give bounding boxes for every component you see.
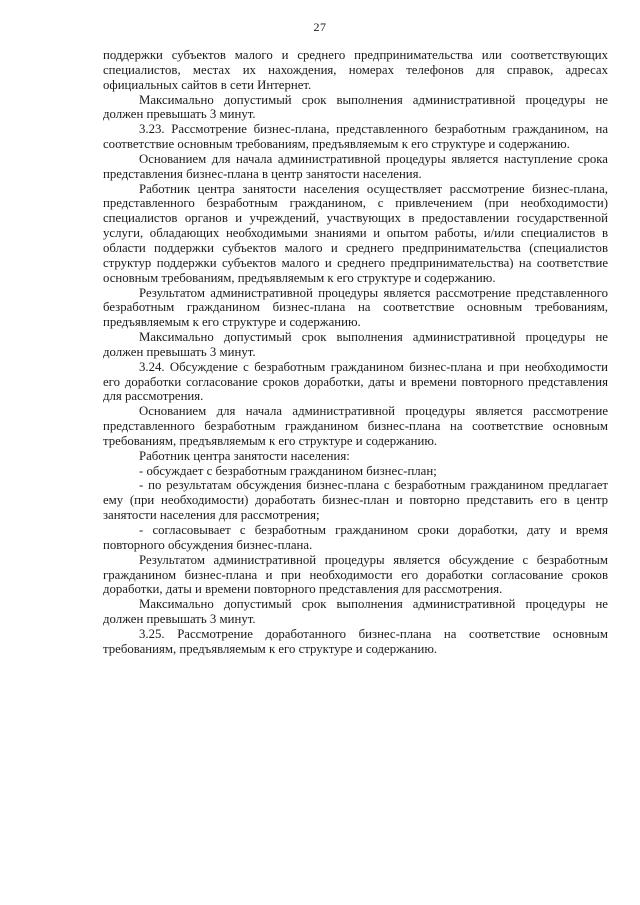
paragraph-max-time: Максимально допустимый срок выполнения административной процедуры не должен превышать 3 минут. — [103, 92, 608, 122]
paragraph-basis: Основанием для начала административной процедуры является наступление срока представления бизнес-плана в центр занятости населения. — [103, 151, 608, 181]
paragraph-employee-review: Работник центра занятости населения осуществляет рассмотрение бизнес-плана, представленного безработным гражданином, с привлечением (при необходимости) специалистов органов и учреждений, участвующих в предоставлении государственной услуги, обладающих необходимыми знаниями и опытом работы, и/или специалистов в области поддержки субъектов малого и среднего предпринимательства (специалистов структур поддержки субъектов малого и среднего предпринимательства) на соответствие основным требованиям, предъявляемым к его структуре и содержанию. — [103, 181, 608, 285]
paragraph-max-time: Максимально допустимый срок выполнения административной процедуры не должен превышать 3 минут. — [103, 330, 608, 359]
paragraph-section-3-23: 3.23. Рассмотрение бизнес-плана, представленного безработным гражданином, на соответствие основным требованиям, предъявляемым к его структуре и содержанию. — [103, 122, 608, 152]
paragraph-basis: Основанием для начала административной процедуры является рассмотрение представленного безработным гражданином бизнес-плана на соответствие основным требованиям, предъявляемым к его структуре и содержанию. — [103, 404, 608, 448]
paragraph-continuation: поддержки субъектов малого и среднего предпринимательства или соответствующих специалистов, местах их нахождения, номерах телефонов для справок, адресах официальных сайтов в сети Интернет. — [103, 48, 608, 92]
list-item: - согласовывает с безработным гражданином сроки доработки, дату и время повторного обсуждения бизнес-плана. — [103, 523, 608, 552]
document-body — [103, 48, 608, 657]
paragraph-employee-intro: Работник центра занятости населения: — [139, 448, 350, 463]
paragraph-section-3-24: 3.24. Обсуждение с безработным гражданином бизнес-плана и при необходимости его доработки согласование сроков доработки, даты и времени повторного представления для рассмотрения. — [103, 359, 608, 404]
list-item: - обсуждает с безработным гражданином бизнес-план; — [139, 463, 437, 478]
paragraph-result: Результатом административной процедуры является рассмотрение представленного безработным гражданином бизнес-плана на соответствие основным требованиям, предъявляемым к его структуре и содержанию. — [103, 285, 608, 330]
page-number: 27 — [313, 20, 327, 34]
paragraph-section-3-25: 3.25. Рассмотрение доработанного бизнес-плана на соответствие основным требованиям, предъявляемым к его структуре и содержанию. — [103, 626, 608, 656]
list-item: - по результатам обсуждения бизнес-плана с безработным гражданином предлагает ему (при необходимости) доработать бизнес-план и повторно представить его в центр занятости населения для рассмотрения; — [103, 478, 608, 523]
paragraph-result: Результатом административной процедуры является обсуждение с безработным гражданином бизнес-плана и при необходимости его доработки согласование сроков доработки, даты и времени повторного представления для рассмотрения. — [103, 552, 608, 597]
paragraph-max-time: Максимально допустимый срок выполнения административной процедуры не должен превышать 3 минут. — [103, 597, 608, 627]
